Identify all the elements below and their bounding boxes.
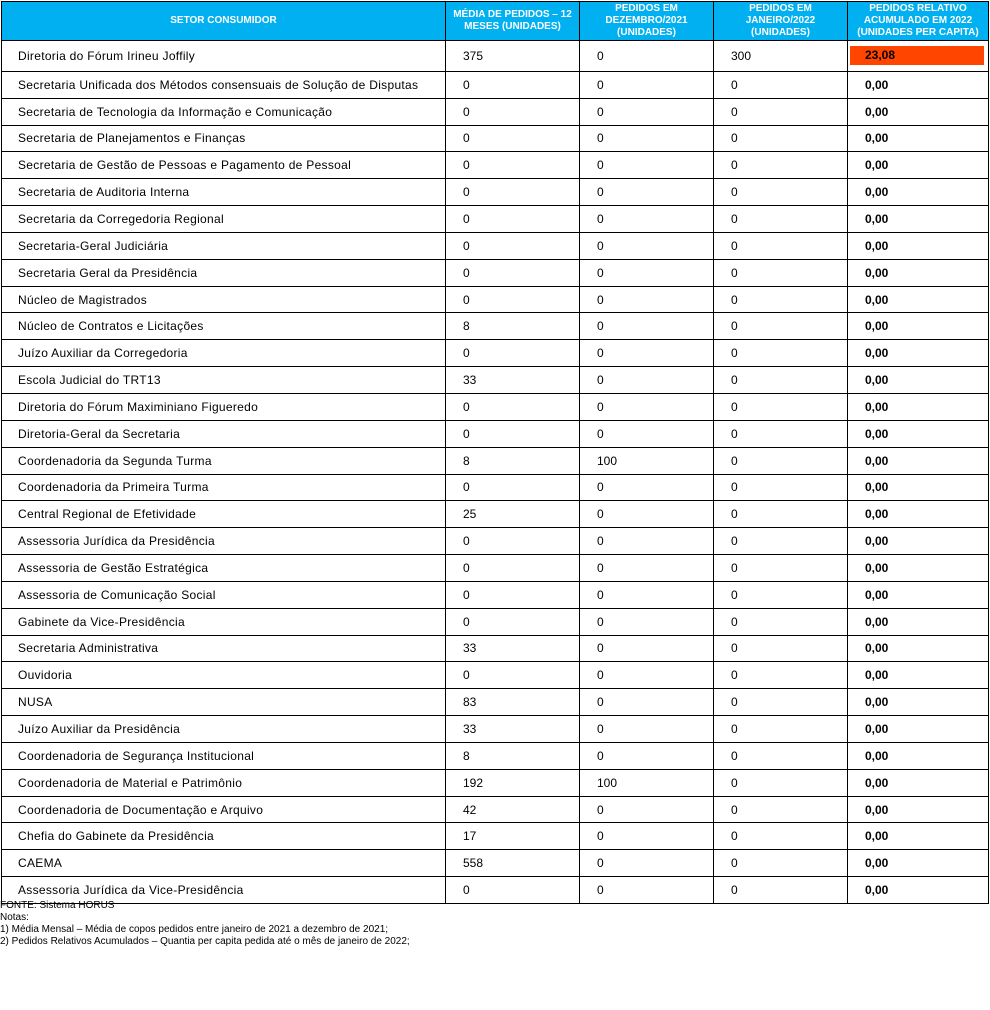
- avg-cell: 0: [446, 232, 580, 259]
- dec-cell: 0: [580, 98, 714, 125]
- dec-cell: 0: [580, 850, 714, 877]
- table-row: [2, 98, 989, 125]
- acc-cell: 0,00: [848, 98, 989, 125]
- sector-cell: NUSA: [2, 689, 446, 716]
- jan-cell: 0: [714, 340, 848, 367]
- jan-cell: 0: [714, 259, 848, 286]
- jan-cell: 0: [714, 474, 848, 501]
- table-header-row: [2, 2, 989, 41]
- avg-cell: 0: [446, 877, 580, 904]
- table-row: [2, 555, 989, 582]
- acc-cell: 0,00: [848, 179, 989, 206]
- note-2: 2) Pedidos Relativos Acumulados – Quantia per capita pedida até o mês de janeiro de 2022;: [0, 936, 410, 947]
- avg-cell: 192: [446, 769, 580, 796]
- table-row: [2, 635, 989, 662]
- dec-cell: 0: [580, 501, 714, 528]
- dec-cell: 0: [580, 608, 714, 635]
- dec-cell: 0: [580, 635, 714, 662]
- acc-cell: 0,00: [848, 608, 989, 635]
- table-body: [2, 41, 989, 904]
- jan-cell: 0: [714, 286, 848, 313]
- table-row: [2, 447, 989, 474]
- sector-cell: Secretaria de Tecnologia da Informação e Comunicação: [2, 98, 446, 125]
- dec-cell: 0: [580, 259, 714, 286]
- acc-cell: 0,00: [848, 877, 989, 904]
- jan-cell: 0: [714, 501, 848, 528]
- acc-cell: 0,00: [848, 420, 989, 447]
- avg-cell: 33: [446, 367, 580, 394]
- table-row: [2, 232, 989, 259]
- jan-cell: 0: [714, 716, 848, 743]
- jan-cell: 0: [714, 555, 848, 582]
- avg-cell: 83: [446, 689, 580, 716]
- table-row: [2, 662, 989, 689]
- avg-cell: 0: [446, 179, 580, 206]
- header-jan: PEDIDOS EM JANEIRO/2022 (UNIDADES): [714, 2, 848, 41]
- table-row: [2, 125, 989, 152]
- table-row: [2, 41, 989, 72]
- jan-cell: 0: [714, 447, 848, 474]
- sector-cell: Juízo Auxiliar da Corregedoria: [2, 340, 446, 367]
- jan-cell: 0: [714, 635, 848, 662]
- sector-cell: CAEMA: [2, 850, 446, 877]
- sector-cell: Coordenadoria da Segunda Turma: [2, 447, 446, 474]
- avg-cell: 558: [446, 850, 580, 877]
- avg-cell: 33: [446, 716, 580, 743]
- avg-cell: 0: [446, 608, 580, 635]
- dec-cell: 0: [580, 823, 714, 850]
- jan-cell: 0: [714, 823, 848, 850]
- avg-cell: 0: [446, 71, 580, 98]
- acc-cell: 0,00: [848, 689, 989, 716]
- sector-cell: Diretoria do Fórum Irineu Joffily: [2, 41, 446, 72]
- jan-cell: 0: [714, 125, 848, 152]
- sector-cell: Coordenadoria de Material e Patrimônio: [2, 769, 446, 796]
- jan-cell: 0: [714, 528, 848, 555]
- sector-cell: Secretaria de Auditoria Interna: [2, 179, 446, 206]
- dec-cell: 0: [580, 125, 714, 152]
- consumption-table: [1, 1, 989, 904]
- sector-cell: Núcleo de Contratos e Licitações: [2, 313, 446, 340]
- sector-cell: Ouvidoria: [2, 662, 446, 689]
- avg-cell: 0: [446, 420, 580, 447]
- jan-cell: 0: [714, 152, 848, 179]
- acc-cell: [848, 41, 989, 72]
- jan-cell: 0: [714, 769, 848, 796]
- avg-cell: 375: [446, 41, 580, 72]
- acc-cell: 0,00: [848, 823, 989, 850]
- sector-cell: Escola Judicial do TRT13: [2, 367, 446, 394]
- avg-cell: 0: [446, 125, 580, 152]
- jan-cell: 0: [714, 662, 848, 689]
- sector-cell: Secretaria Unificada dos Métodos consensuais de Solução de Disputas: [2, 71, 446, 98]
- jan-cell: 0: [714, 179, 848, 206]
- sector-cell: Secretaria de Gestão de Pessoas e Pagamento de Pessoal: [2, 152, 446, 179]
- table-row: [2, 796, 989, 823]
- acc-cell: 0,00: [848, 474, 989, 501]
- avg-cell: 8: [446, 742, 580, 769]
- sector-cell: Coordenadoria de Segurança Institucional: [2, 742, 446, 769]
- table-row: [2, 823, 989, 850]
- avg-cell: 0: [446, 340, 580, 367]
- avg-cell: 0: [446, 474, 580, 501]
- jan-cell: 300: [714, 41, 848, 72]
- jan-cell: 0: [714, 232, 848, 259]
- table-row: [2, 179, 989, 206]
- dec-cell: 0: [580, 877, 714, 904]
- sector-cell: Assessoria Jurídica da Presidência: [2, 528, 446, 555]
- dec-cell: 0: [580, 474, 714, 501]
- acc-cell: 0,00: [848, 313, 989, 340]
- footnotes: [0, 900, 410, 948]
- avg-cell: 0: [446, 259, 580, 286]
- sector-cell: Central Regional de Efetividade: [2, 501, 446, 528]
- avg-cell: 17: [446, 823, 580, 850]
- sector-cell: Secretaria de Planejamentos e Finanças: [2, 125, 446, 152]
- dec-cell: 100: [580, 769, 714, 796]
- avg-cell: 0: [446, 662, 580, 689]
- dec-cell: 0: [580, 528, 714, 555]
- acc-highlight-value: 23,08: [850, 46, 984, 65]
- dec-cell: 0: [580, 742, 714, 769]
- avg-cell: 0: [446, 528, 580, 555]
- table-row: [2, 689, 989, 716]
- avg-cell: 0: [446, 98, 580, 125]
- table-row: [2, 716, 989, 743]
- note-1: 1) Média Mensal – Média de copos pedidos entre janeiro de 2021 a dezembro de 2021;: [0, 924, 389, 935]
- table-row: [2, 313, 989, 340]
- avg-cell: 0: [446, 152, 580, 179]
- jan-cell: 0: [714, 393, 848, 420]
- dec-cell: 100: [580, 447, 714, 474]
- sector-cell: Secretaria da Corregedoria Regional: [2, 206, 446, 233]
- acc-cell: 0,00: [848, 716, 989, 743]
- jan-cell: 0: [714, 206, 848, 233]
- sector-cell: Diretoria-Geral da Secretaria: [2, 420, 446, 447]
- acc-cell: 0,00: [848, 125, 989, 152]
- sector-cell: Juízo Auxiliar da Presidência: [2, 716, 446, 743]
- dec-cell: 0: [580, 367, 714, 394]
- avg-cell: 8: [446, 313, 580, 340]
- table-row: [2, 367, 989, 394]
- dec-cell: 0: [580, 393, 714, 420]
- table-row: [2, 742, 989, 769]
- acc-cell: 0,00: [848, 528, 989, 555]
- jan-cell: 0: [714, 689, 848, 716]
- acc-cell: 0,00: [848, 662, 989, 689]
- jan-cell: 0: [714, 796, 848, 823]
- table-row: [2, 528, 989, 555]
- acc-cell: 0,00: [848, 850, 989, 877]
- acc-cell: 0,00: [848, 555, 989, 582]
- sector-cell: Secretaria Geral da Presidência: [2, 259, 446, 286]
- acc-cell: 0,00: [848, 796, 989, 823]
- table-row: [2, 71, 989, 98]
- source-note: FONTE: Sistema HORUS: [0, 900, 115, 911]
- avg-cell: 0: [446, 581, 580, 608]
- dec-cell: 0: [580, 206, 714, 233]
- dec-cell: 0: [580, 179, 714, 206]
- table-row: [2, 581, 989, 608]
- sector-cell: Gabinete da Vice-Presidência: [2, 608, 446, 635]
- avg-cell: 25: [446, 501, 580, 528]
- sector-cell: Secretaria Administrativa: [2, 635, 446, 662]
- sector-cell: Núcleo de Magistrados: [2, 286, 446, 313]
- dec-cell: 0: [580, 581, 714, 608]
- dec-cell: 0: [580, 41, 714, 72]
- acc-cell: 0,00: [848, 232, 989, 259]
- avg-cell: 33: [446, 635, 580, 662]
- acc-cell: 0,00: [848, 769, 989, 796]
- notes-title: Notas:: [0, 912, 29, 923]
- dec-cell: 0: [580, 313, 714, 340]
- acc-cell: 0,00: [848, 635, 989, 662]
- sector-cell: Assessoria Jurídica da Vice-Presidência: [2, 877, 446, 904]
- dec-cell: 0: [580, 286, 714, 313]
- jan-cell: 0: [714, 742, 848, 769]
- dec-cell: 0: [580, 796, 714, 823]
- dec-cell: 0: [580, 420, 714, 447]
- table-row: [2, 152, 989, 179]
- sector-cell: Secretaria-Geral Judiciária: [2, 232, 446, 259]
- acc-cell: 0,00: [848, 71, 989, 98]
- jan-cell: 0: [714, 367, 848, 394]
- acc-cell: 0,00: [848, 286, 989, 313]
- avg-cell: 0: [446, 206, 580, 233]
- table-row: [2, 340, 989, 367]
- jan-cell: 0: [714, 850, 848, 877]
- acc-cell: 0,00: [848, 206, 989, 233]
- table-row: [2, 393, 989, 420]
- header-dec: PEDIDOS EM DEZEMBRO/2021 (UNIDADES): [580, 2, 714, 41]
- dec-cell: 0: [580, 340, 714, 367]
- acc-cell: 0,00: [848, 393, 989, 420]
- jan-cell: 0: [714, 581, 848, 608]
- sector-cell: Coordenadoria de Documentação e Arquivo: [2, 796, 446, 823]
- avg-cell: 42: [446, 796, 580, 823]
- table-row: [2, 474, 989, 501]
- header-acc: PEDIDOS RELATIVO ACUMULADO EM 2022 (UNIDADES PER CAPITA): [848, 2, 989, 41]
- acc-cell: 0,00: [848, 340, 989, 367]
- table-row: [2, 206, 989, 233]
- table-row: [2, 769, 989, 796]
- avg-cell: 0: [446, 393, 580, 420]
- sector-cell: Diretoria do Fórum Maximiniano Figueredo: [2, 393, 446, 420]
- dec-cell: 0: [580, 71, 714, 98]
- table-row: [2, 420, 989, 447]
- dec-cell: 0: [580, 662, 714, 689]
- jan-cell: 0: [714, 877, 848, 904]
- table-row: [2, 286, 989, 313]
- dec-cell: 0: [580, 232, 714, 259]
- avg-cell: 0: [446, 555, 580, 582]
- table-row: [2, 259, 989, 286]
- acc-cell: 0,00: [848, 259, 989, 286]
- acc-cell: 0,00: [848, 447, 989, 474]
- table-row: [2, 608, 989, 635]
- jan-cell: 0: [714, 420, 848, 447]
- header-sector: SETOR CONSUMIDOR: [2, 2, 446, 41]
- sector-cell: Coordenadoria da Primeira Turma: [2, 474, 446, 501]
- jan-cell: 0: [714, 313, 848, 340]
- acc-cell: 0,00: [848, 501, 989, 528]
- acc-cell: 0,00: [848, 742, 989, 769]
- dec-cell: 0: [580, 689, 714, 716]
- acc-cell: 0,00: [848, 367, 989, 394]
- acc-cell: 0,00: [848, 152, 989, 179]
- header-avg: MÉDIA DE PEDIDOS – 12 MESES (UNIDADES): [446, 2, 580, 41]
- table-row: [2, 501, 989, 528]
- dec-cell: 0: [580, 152, 714, 179]
- sector-cell: Assessoria de Gestão Estratégica: [2, 555, 446, 582]
- jan-cell: 0: [714, 71, 848, 98]
- sector-cell: Chefia do Gabinete da Presidência: [2, 823, 446, 850]
- jan-cell: 0: [714, 98, 848, 125]
- dec-cell: 0: [580, 555, 714, 582]
- table-row: [2, 850, 989, 877]
- avg-cell: 0: [446, 286, 580, 313]
- acc-cell: 0,00: [848, 581, 989, 608]
- avg-cell: 8: [446, 447, 580, 474]
- sector-cell: Assessoria de Comunicação Social: [2, 581, 446, 608]
- jan-cell: 0: [714, 608, 848, 635]
- dec-cell: 0: [580, 716, 714, 743]
